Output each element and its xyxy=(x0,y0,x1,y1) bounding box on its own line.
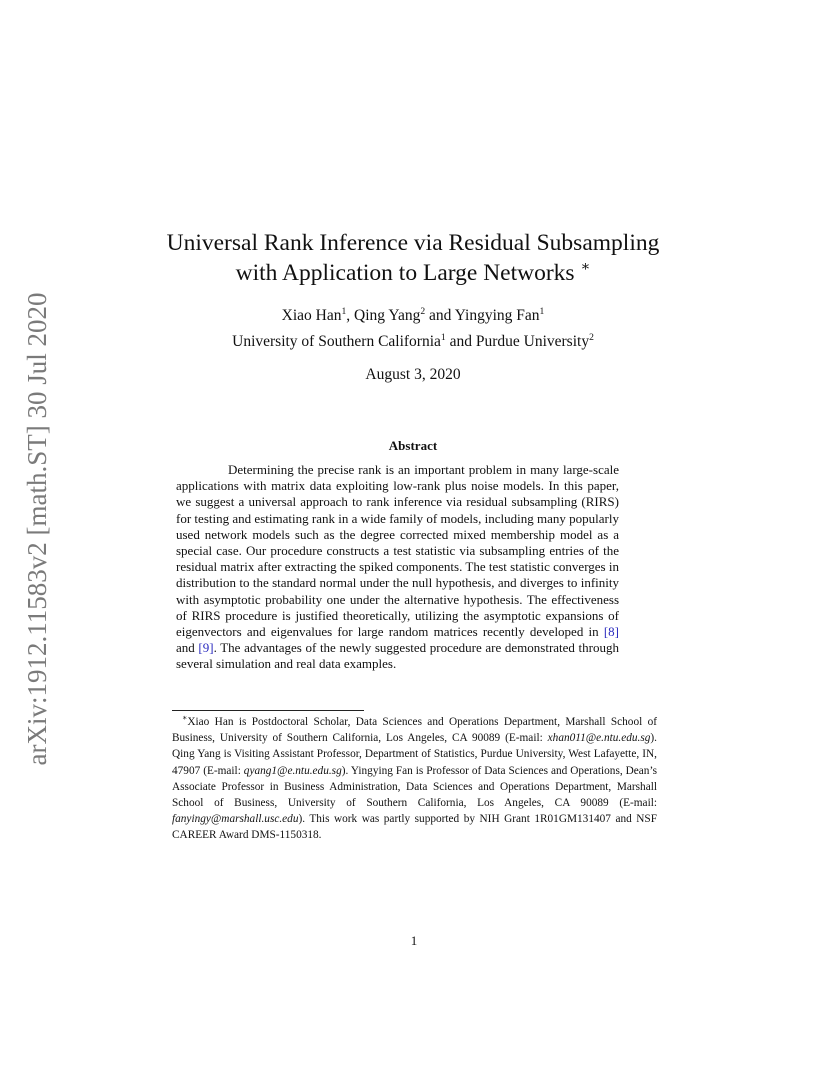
footnote-text: ). Qing Yang is Visiting Assistant Professor, Department of Statistics, Purdue University, West Lafayette, IN, 47907 (E-mail: xyxy=(172,732,657,777)
affiliation-name: Purdue University xyxy=(475,333,590,350)
author-name: Yingying Fan xyxy=(454,307,540,324)
author-separator: and xyxy=(425,307,455,324)
author-affiliation-marker: 1 xyxy=(539,305,545,317)
footnote-marker: ∗ xyxy=(182,713,188,723)
paper-title xyxy=(130,228,696,288)
title-footnote-marker: ∗ xyxy=(580,259,591,276)
abstract-text: Determining the precise rank is an important problem in many large-scale applications with matrix data exploiting low-rank plus noise models. In this paper, we suggest a universal approach to rank inference via residual subsampling (RIRS) for testing and estimating rank in a wide family of models, including many popularly used network models such as the degree corrected mixed membership model as a special case. Our procedure constructs a test statistic via subsampling entries of the residual matrix after extracting the spiked components. The test statistic converges in distribution to the standard normal under the null hypothesis, and diverges to infinity with asymptotic probability one under the alternative hypothesis. The effectiveness of RIRS procedure is justified theoretically, utilizing the asymptotic expansions of eigenvectors and eigenvalues for large random matrices recently developed in xyxy=(176,462,619,640)
email-address: fanyingy@marshall.usc.edu xyxy=(172,813,299,826)
arxiv-identifier: arXiv:1912.11583v2 [math.ST] 30 Jul 2020 xyxy=(22,292,52,766)
email-address: xhan011@e.ntu.edu.sg xyxy=(547,732,651,745)
email-address: qyang1@e.ntu.edu.sg xyxy=(243,764,342,777)
affiliation-list xyxy=(130,329,696,355)
author-name: Qing Yang xyxy=(354,307,421,324)
paper-date: August 3, 2020 xyxy=(365,366,461,383)
title-line-1: Universal Rank Inference via Residual Subsampling xyxy=(166,230,660,256)
affiliation-marker: 2 xyxy=(589,331,594,343)
footnote xyxy=(172,714,657,844)
footnote-text: Xiao Han is Postdoctoral Scholar, Data Sciences and Operations Department, Marshall School of Business, University of Southern California, Los Angeles, CA 90089 (E-mail: xyxy=(172,716,657,745)
footnote-text: ). Yingying Fan is Professor of Data Sciences and Operations, Dean’s Associate Professor in Business Administration, Data Sciences and Operations Department, Marshall School of Business, University of Southern California, Los Angeles, CA 90089 (E-mail: xyxy=(172,764,657,810)
title-line-2-text: with Application to Large Networks xyxy=(235,260,575,286)
page-number: 1 xyxy=(410,933,418,948)
arxiv-side-stamp xyxy=(9,284,69,774)
abstract-heading: Abstract xyxy=(388,438,438,453)
affiliation-marker: 1 xyxy=(440,331,446,343)
citation-link[interactable]: [8] xyxy=(603,624,619,640)
author-affiliation-marker: 2 xyxy=(420,305,426,317)
footnote-rule xyxy=(172,710,364,711)
citation-link[interactable]: [9] xyxy=(198,640,214,656)
footnote-text: ). This work was partly supported by NIH Grant 1R01GM131407 and NSF CAREER Award DMS-1150318. xyxy=(172,813,657,842)
abstract-text: . The advantages of the newly suggested procedure are demonstrated through several simulation and real data examples. xyxy=(176,640,619,672)
affiliation-separator: and xyxy=(445,333,476,350)
author-name: Xiao Han xyxy=(281,307,342,324)
author-list xyxy=(130,303,696,329)
affiliation-name: University of Southern California xyxy=(232,333,441,350)
author-separator: , xyxy=(346,307,355,324)
author-affiliation-marker: 1 xyxy=(341,305,347,317)
title-line-2 xyxy=(130,258,696,288)
abstract-text: and xyxy=(176,640,199,656)
abstract-body xyxy=(176,462,619,673)
